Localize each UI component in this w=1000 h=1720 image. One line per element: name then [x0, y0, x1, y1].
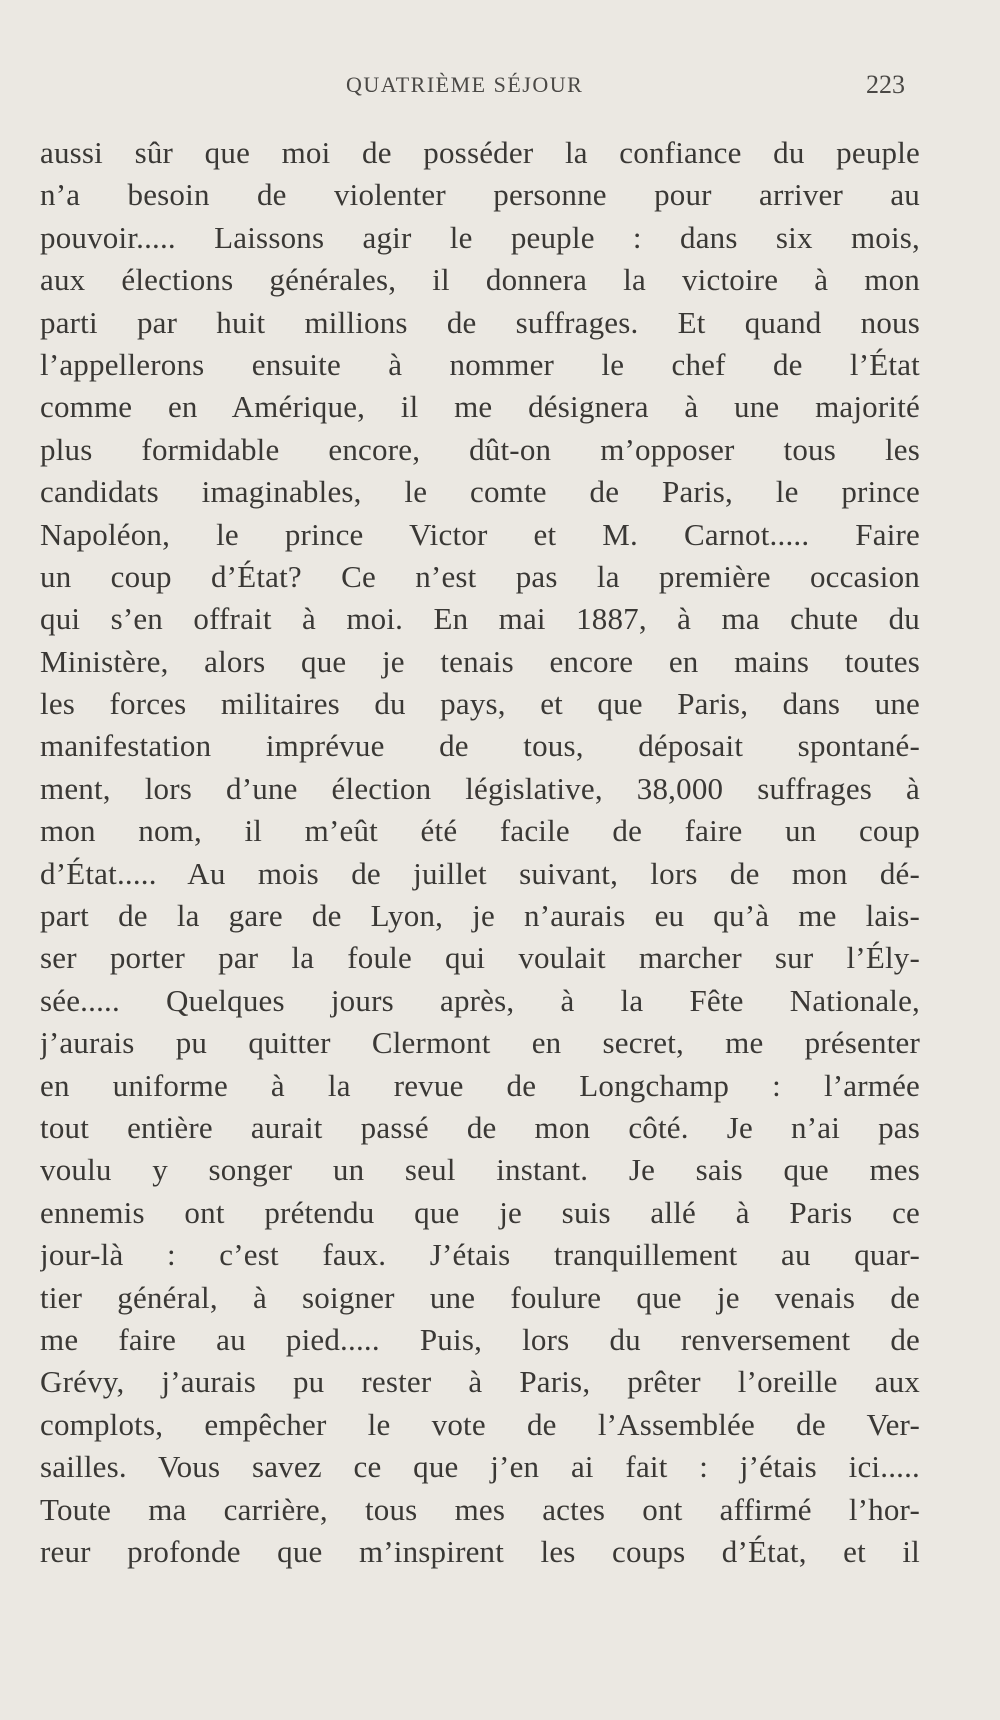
- text-line: pouvoir..... Laissons agir le peuple : dans six mois,: [40, 219, 920, 255]
- text-line: Toute ma carrière, tous mes actes ont affirmé l’hor-: [40, 1491, 920, 1527]
- text-line: Napoléon, le prince Victor et M. Carnot..... Faire: [40, 516, 920, 552]
- text-line: j’aurais pu quitter Clermont en secret, me présenter: [40, 1025, 920, 1061]
- text-line: manifestation imprévue de tous, déposait spontané-: [40, 728, 920, 764]
- running-title: QUATRIÈME SÉJOUR: [346, 72, 584, 97]
- text-line: part de la gare de Lyon, je n’aurais eu qu’à me lais-: [40, 898, 920, 934]
- text-line: tier général, à soigner une foulure que je venais de: [40, 1279, 920, 1315]
- text-line: un coup d’État? Ce n’est pas la première occasion: [40, 558, 920, 594]
- text-line: Ministère, alors que je tenais encore en mains toutes: [40, 643, 920, 679]
- page-number: 223: [866, 70, 905, 99]
- text-line: sée..... Quelques jours après, à la Fête Nationale,: [40, 982, 920, 1018]
- text-line: tout entière aurait passé de mon côté. Je n’ai pas: [40, 1109, 920, 1145]
- text-line: me faire au pied..... Puis, lors du renversement de: [40, 1321, 920, 1357]
- text-line: l’appellerons ensuite à nommer le chef de l’État: [40, 346, 920, 382]
- text-line: candidats imaginables, le comte de Paris, le prince: [40, 474, 920, 510]
- text-line: comme en Amérique, il me désignera à une majorité: [40, 389, 920, 425]
- text-line: Grévy, j’aurais pu rester à Paris, prêter l’oreille aux: [40, 1364, 920, 1400]
- text-line: d’État..... Au mois de juillet suivant, lors de mon dé-: [40, 855, 920, 891]
- text-line: aussi sûr que moi de posséder la confiance du peuple: [40, 135, 920, 170]
- body-text: [40, 132, 920, 1573]
- text-line: jour-là : c’est faux. J’étais tranquillement au quar-: [40, 1237, 920, 1273]
- text-line: complots, empêcher le vote de l’Assemblée de Ver-: [40, 1406, 920, 1442]
- text-line: plus formidable encore, dût-on m’opposer tous les: [40, 431, 920, 467]
- text-line: sailles. Vous savez ce que j’en ai fait : j’étais ici.....: [40, 1449, 920, 1485]
- text-line: ser porter par la foule qui voulait marcher sur l’Ély-: [40, 940, 920, 976]
- running-head: [0, 68, 1000, 108]
- text-line: ennemis ont prétendu que je suis allé à Paris ce: [40, 1194, 920, 1230]
- text-line: parti par huit millions de suffrages. Et quand nous: [40, 304, 920, 340]
- text-line: qui s’en offrait à moi. En mai 1887, à ma chute du: [40, 601, 920, 637]
- text-line: les forces militaires du pays, et que Paris, dans une: [40, 686, 920, 722]
- text-line: ment, lors d’une élection législative, 38,000 suffrages à: [40, 770, 920, 806]
- text-line: mon nom, il m’eût été facile de faire un coup: [40, 813, 920, 849]
- text-line: aux élections générales, il donnera la victoire à mon: [40, 262, 920, 298]
- text-line: en uniforme à la revue de Longchamp : l’armée: [40, 1067, 920, 1103]
- text-line: voulu y songer un seul instant. Je sais que mes: [40, 1152, 920, 1188]
- text-line: n’a besoin de violenter personne pour arriver au: [40, 177, 920, 213]
- text-line: reur profonde que m’inspirent les coups d’État, et il: [40, 1533, 920, 1569]
